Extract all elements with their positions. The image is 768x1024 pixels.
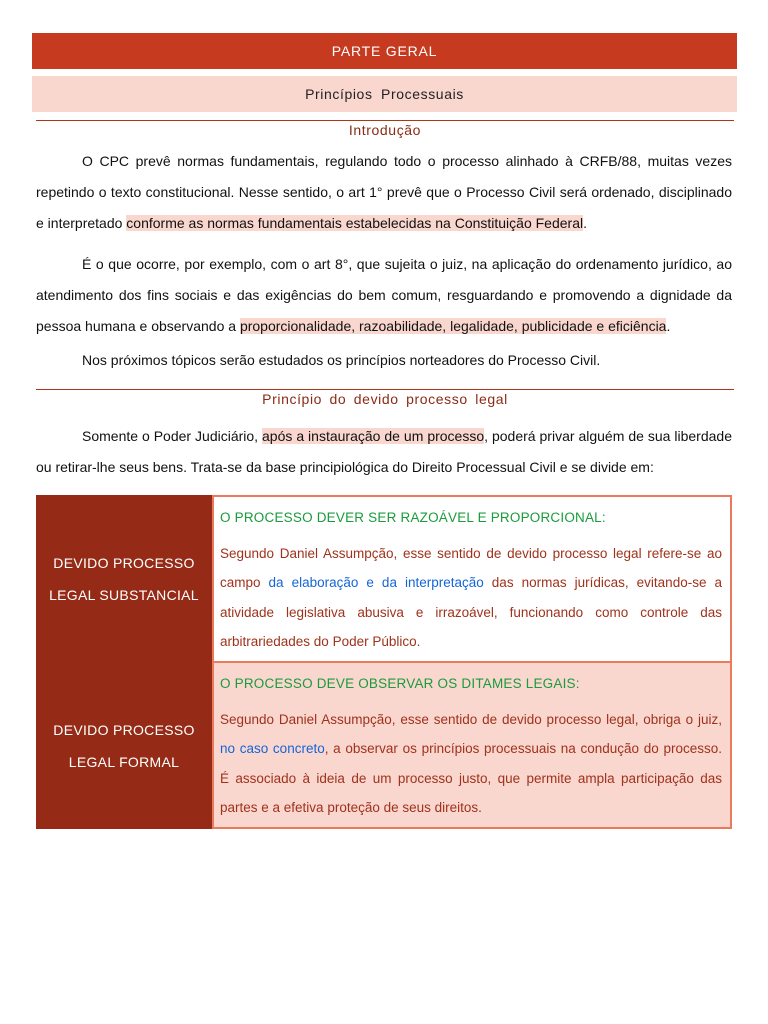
row-label-line2: LEGAL FORMAL bbox=[68, 754, 180, 770]
devido-title: Princípio do devido processo legal bbox=[262, 391, 508, 407]
row-heading: O PROCESSO DEVER SER RAZOÁVEL E PROPORCIONAL: bbox=[220, 510, 606, 525]
table-row-formal bbox=[36, 663, 732, 829]
intro-paragraph-3 bbox=[36, 345, 732, 376]
devido-processo-table bbox=[36, 495, 732, 831]
row-text-a: Segundo Daniel Assumpção, esse sentido de devido processo legal refere-se ao campo bbox=[220, 545, 722, 590]
intro-p1-highlight: conforme as normas fundamentais estabelecidas na Constituição Federal bbox=[126, 215, 584, 231]
row-label-line2: LEGAL SUBSTANCIAL bbox=[49, 587, 199, 603]
page-header bbox=[32, 33, 737, 69]
header-title: PARTE GERAL bbox=[331, 43, 438, 59]
row-content-formal bbox=[212, 663, 732, 829]
row-heading: O PROCESSO DEVE OBSERVAR OS DITAMES LEGAIS: bbox=[220, 676, 580, 691]
row-label-substancial bbox=[36, 495, 212, 663]
devido-p1-text-a: Somente o Poder Judiciário, bbox=[82, 428, 263, 444]
devido-paragraph-1 bbox=[36, 421, 732, 483]
intro-p2-text: É o que ocorre, por exemplo, com o art 8°, que sujeita o juiz, na aplicação do ordenamento jurídico, ao atendimento dos fins sociais e das exigências do bem comum, resguardando e promovendo a dignidade da pessoa humana e observando a bbox=[36, 256, 732, 334]
intro-p2-end: . bbox=[666, 318, 671, 334]
intro-paragraph-2 bbox=[36, 249, 732, 342]
row-text-blue: no caso concreto bbox=[220, 741, 325, 756]
intro-paragraph-1 bbox=[36, 146, 732, 239]
row-text-a: Segundo Daniel Assumpção, esse sentido de devido processo legal, obriga o juiz, bbox=[220, 711, 722, 727]
row-text-b: , a observar os princípios processuais na condução do processo. É associado à ideia de um processo justo, que permite ampla participação das partes e a efetiva proteção de seus direitos. bbox=[220, 741, 723, 815]
section-divider bbox=[36, 389, 734, 390]
page-subheader bbox=[32, 76, 737, 112]
row-body bbox=[220, 705, 722, 823]
section-divider bbox=[36, 120, 734, 121]
table-row-substancial bbox=[36, 495, 732, 663]
intro-p2-highlight: proporcionalidade, razoabilidade, legalidade, publicidade e eficiência bbox=[239, 318, 667, 334]
row-label-line1: DEVIDO PROCESSO bbox=[53, 555, 195, 571]
row-body bbox=[220, 539, 722, 657]
row-text-b: das normas jurídicas, evitando-se a atividade legislativa abusiva e irrazoável, funcionando como controle das arbitrariedades do Poder Público. bbox=[220, 575, 722, 649]
row-content-substancial bbox=[212, 495, 732, 663]
devido-p1-highlight: após a instauração de um processo bbox=[262, 428, 485, 444]
devido-p1-text-b: , poderá privar alguém de sua liberdade ou retirar-lhe seus bens. Trata-se da base principiológica do Direito Processual Civil e se divide em: bbox=[36, 428, 732, 475]
header-subtitle: Princípios Processuais bbox=[305, 86, 464, 102]
intro-p1-end: . bbox=[583, 215, 587, 231]
intro-p3-text: Nos próximos tópicos serão estudados os princípios norteadores do Processo Civil. bbox=[82, 352, 601, 368]
row-label-line1: DEVIDO PROCESSO bbox=[53, 722, 195, 738]
row-text-blue: da elaboração e da interpretação bbox=[268, 575, 484, 590]
intro-p1-text: O CPC prevê normas fundamentais, regulando todo o processo alinhado à CRFB/88, muitas vezes repetindo o texto constitucional. Nesse sentido, o art 1° prevê que o Processo Civil será ordenado, disciplinado e interpretado bbox=[36, 153, 732, 231]
intro-title: Introdução bbox=[348, 122, 422, 138]
row-label-formal bbox=[36, 663, 212, 829]
